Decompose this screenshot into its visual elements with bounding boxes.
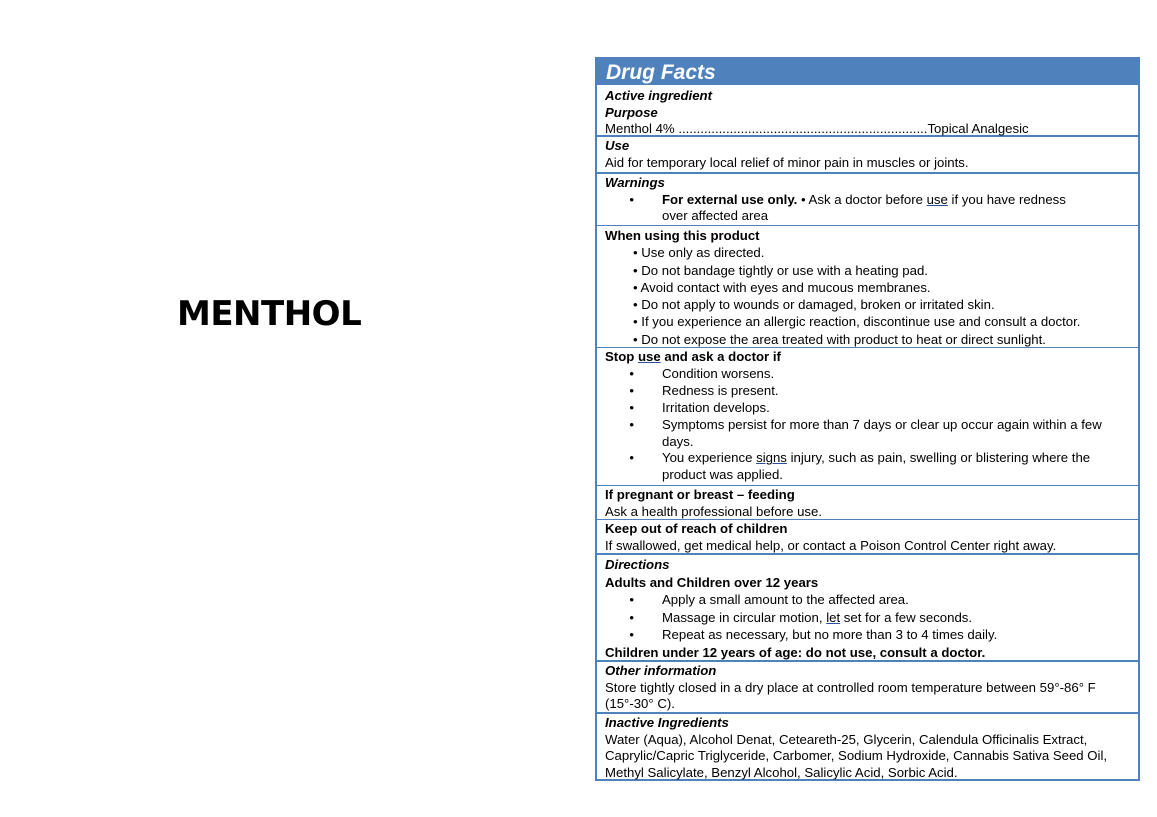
- inactive-ingredients-heading: Inactive Ingredients: [605, 715, 729, 730]
- bullet: •: [629, 191, 634, 207]
- pregnant-heading: If pregnant or breast – feeding: [605, 487, 795, 502]
- stop-use-last-pre: You experience: [662, 450, 757, 466]
- directions-item2-post: set for a few seconds.: [840, 609, 973, 625]
- warning-pre: • Ask a doctor before: [797, 191, 927, 207]
- other-info-heading: Other information: [605, 663, 717, 678]
- when-using-heading: When using this product: [605, 228, 760, 243]
- bullet: •: [629, 365, 634, 381]
- active-ingredient-section: [597, 85, 1138, 135]
- product-name: MENTHOL: [177, 294, 362, 334]
- directions-subheading: Adults and Children over 12 years: [605, 574, 819, 590]
- children-heading: Keep out of reach of children: [605, 521, 788, 536]
- use-section: [597, 135, 1138, 172]
- warning-link: use: [926, 191, 948, 207]
- when-using-section: [597, 225, 1138, 347]
- when-using-item: • Avoid contact with eyes and mucous membranes.: [633, 279, 931, 295]
- other-info-text: Store tightly closed in a dry place at controlled room temperature between 59°-86° F (15°-30° C).: [605, 679, 1096, 712]
- directions-text: Apply a small amount to the affected area.: [662, 592, 909, 607]
- children-section: [597, 519, 1138, 553]
- directions-item: [605, 591, 1132, 609]
- pregnant-text: Ask a health professional before use.: [605, 503, 822, 519]
- leader-dots: ....................................................................: [678, 121, 928, 137]
- when-using-item: • Use only as directed.: [633, 245, 765, 261]
- directions-footer: Children under 12 years of age: do not use, consult a doctor.: [605, 644, 986, 660]
- directions-item: [605, 609, 1132, 627]
- bullet: •: [629, 399, 634, 415]
- active-ingredient-heading: Active ingredient: [605, 88, 712, 103]
- directions-section: [597, 553, 1138, 660]
- when-using-item: • Do not bandage tightly or use with a heating pad.: [633, 262, 928, 278]
- stop-use-heading-post: and ask a doctor if: [660, 349, 781, 364]
- bullet: •: [629, 450, 634, 466]
- ingredient-purpose: Topical Analgesic: [927, 121, 1029, 137]
- pregnant-section: [597, 485, 1138, 519]
- purpose-heading: Purpose: [605, 104, 658, 120]
- directions-item: [605, 626, 1132, 644]
- directions-item2-link: let: [826, 609, 841, 625]
- when-using-item: • Do not expose the area treated with product to heat or direct sunlight.: [633, 331, 1046, 347]
- directions-item2-pre: Massage in circular motion,: [662, 609, 827, 625]
- stop-use-item: [605, 366, 1132, 383]
- warning-line2: over affected area: [662, 208, 769, 224]
- stop-use-text: Condition worsens.: [662, 365, 775, 381]
- stop-use-heading-link: use: [637, 349, 661, 364]
- when-using-item: • Do not apply to wounds or damaged, broken or irritated skin.: [633, 297, 995, 313]
- children-text: If swallowed, get medical help, or contact a Poison Control Center right away.: [605, 537, 1057, 553]
- bullet: •: [629, 627, 634, 642]
- stop-use-item: [605, 417, 1132, 451]
- when-using-item: • If you experience an allergic reaction, discontinue use and consult a doctor.: [633, 314, 1081, 330]
- inactive-ingredients-text: Water (Aqua), Alcohol Denat, Ceteareth-25, Glycerin, Calendula Officinalis Extract, Caprylic/Capric Triglyceride, Carbomer, Sodium Hydroxide, Cannabis Sativa Seed Oil, Methyl Salicylate, Benzyl Alcohol, Salicylic Acid, Sorbic Acid.: [605, 731, 1108, 780]
- bullet: •: [629, 416, 634, 432]
- bullet: •: [629, 609, 634, 625]
- use-heading: Use: [605, 138, 630, 153]
- stop-use-item: [605, 400, 1132, 417]
- stop-use-item: [605, 450, 1132, 484]
- warning-item: [605, 192, 1132, 225]
- drug-facts-panel: [595, 57, 1140, 781]
- stop-use-item: [605, 383, 1132, 400]
- inactive-ingredients-section: [597, 712, 1138, 781]
- directions-text: Repeat as necessary, but no more than 3 to 4 times daily.: [662, 627, 998, 642]
- stop-use-section: [597, 347, 1138, 485]
- other-info-section: [597, 660, 1138, 712]
- stop-use-last-post: injury, such as pain, swelling or blistering where the product was applied.: [662, 450, 1091, 483]
- stop-use-heading: [605, 349, 1132, 366]
- directions-heading: Directions: [605, 557, 670, 572]
- stop-use-text: Irritation develops.: [662, 399, 770, 415]
- drug-facts-title: Drug Facts: [597, 59, 1138, 85]
- warning-bold: For external use only.: [662, 191, 798, 207]
- bullet: •: [629, 592, 634, 607]
- stop-use-text: Symptoms persist for more than 7 days or clear up occur again within a few days.: [662, 416, 1102, 449]
- stop-use-heading-pre: Stop: [605, 349, 638, 364]
- warning-post: if you have redness: [947, 191, 1066, 207]
- warnings-section: [597, 172, 1138, 225]
- bullet: •: [629, 382, 634, 398]
- use-text: Aid for temporary local relief of minor pain in muscles or joints.: [605, 154, 969, 170]
- stop-use-text: Redness is present.: [662, 382, 779, 398]
- ingredient-name: Menthol 4%: [605, 121, 675, 137]
- stop-use-last-link: signs: [756, 450, 787, 466]
- warnings-heading: Warnings: [605, 175, 665, 190]
